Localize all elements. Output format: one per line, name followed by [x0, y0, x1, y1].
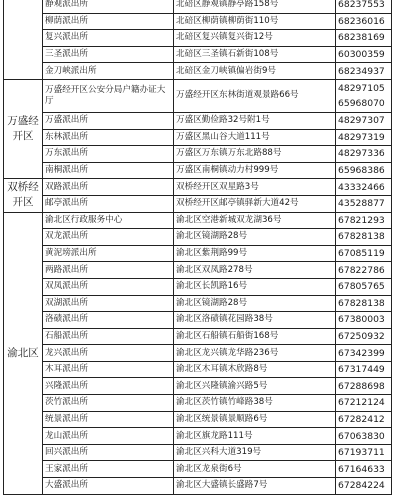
station-phone: [336, 262, 392, 279]
station-phone: [336, 328, 392, 345]
station-name: 洛碛派出所: [43, 312, 174, 329]
phone-number: 67822786: [338, 264, 385, 276]
table-row: [4, 212, 392, 229]
station-name: 万盛经开区公安分局户籍办证大厅: [43, 79, 174, 112]
station-phone: [336, 229, 392, 246]
station-address: 渝北区兴科大道319号: [174, 444, 336, 461]
table-row: [4, 361, 392, 378]
station-phone: [336, 278, 392, 295]
station-phone: [336, 13, 392, 30]
station-address: 渝北区空港新城双龙湖36号: [174, 212, 336, 229]
station-address: 北碚区柳荫镇柳荫街110号: [174, 13, 336, 30]
table-row: [4, 30, 392, 47]
phone-number: 67193711: [338, 447, 385, 459]
station-phone: [336, 444, 392, 461]
station-name: 柳荫派出所: [43, 13, 174, 30]
station-phone: [336, 129, 392, 146]
station-address: 渝北区紫荆路99号: [174, 245, 336, 262]
table-row: [4, 63, 392, 80]
phone-number: 67063830: [338, 430, 385, 442]
station-name: 复兴派出所: [43, 30, 174, 47]
phone-number: 65968386: [338, 165, 385, 177]
station-address: 双桥经开区双星路3号: [174, 179, 336, 196]
table-row: [4, 428, 392, 445]
region-cell: 双桥经开区: [4, 179, 43, 212]
station-phone: [336, 411, 392, 428]
station-name: 双龙派出所: [43, 229, 174, 246]
police-station-table: [3, 0, 392, 495]
station-address: 渝北区旗龙路111号: [174, 428, 336, 445]
table-row: [4, 461, 392, 478]
phone-number: 68238169: [338, 32, 385, 44]
table-row: [4, 179, 392, 196]
table-row: [4, 13, 392, 30]
station-name: 黄泥塝派出所: [43, 245, 174, 262]
table-row: [4, 278, 392, 295]
station-phone: [336, 395, 392, 412]
phone-number: 67342399: [338, 347, 385, 359]
phone-number: 67380003: [338, 314, 385, 326]
phone-number: 67828138: [338, 231, 385, 243]
station-address: 北碚区金刀峡镇偏岩街9号: [174, 63, 336, 80]
region-cell: 渝北区: [4, 212, 43, 494]
station-phone: [336, 63, 392, 80]
phone-number: 48297336: [338, 148, 385, 160]
station-address: 渝北区长凯路16号: [174, 278, 336, 295]
station-phone: [336, 245, 392, 262]
table-row: [4, 411, 392, 428]
phone-number: 67284224: [338, 480, 385, 492]
table-row: [4, 79, 392, 112]
station-phone: [336, 30, 392, 47]
station-phone: [336, 112, 392, 129]
station-address: 渝北区石船镇石船街168号: [174, 328, 336, 345]
station-name: 兴隆派出所: [43, 378, 174, 395]
phone-number: 43332466: [338, 181, 385, 193]
phone-number: 68234937: [338, 65, 385, 77]
phone-number: 48297319: [338, 131, 385, 143]
phone-number: 67164633: [338, 463, 385, 475]
table-row: [4, 146, 392, 163]
table-row: [4, 112, 392, 129]
table-row: [4, 46, 392, 63]
station-phone: [336, 195, 392, 212]
station-address: 渝北区龙兴镇龙华路236号: [174, 345, 336, 362]
station-phone: [336, 478, 392, 495]
station-name: 金刀峡派出所: [43, 63, 174, 80]
station-address: 渝北区洛碛镇花园路38号: [174, 312, 336, 329]
station-name: 邮亭派出所: [43, 195, 174, 212]
station-name: 万盛派出所: [43, 112, 174, 129]
phone-number: 67805765: [338, 281, 385, 293]
station-address: 北碚区静观镇静亭路158号: [174, 0, 336, 13]
table-row: [4, 312, 392, 329]
station-phone: [336, 146, 392, 163]
station-phone: [336, 162, 392, 179]
phone-number: 67288698: [338, 380, 385, 392]
station-address: 渝北区木耳镇木欣路8号: [174, 361, 336, 378]
station-name: 王家派出所: [43, 461, 174, 478]
table-row: [4, 162, 392, 179]
region-cell: [4, 0, 43, 79]
phone-number: 67085119: [338, 248, 385, 260]
station-name: 渝北区行政服务中心: [43, 212, 174, 229]
station-phone: [336, 461, 392, 478]
station-name: 南桐派出所: [43, 162, 174, 179]
table-row: [4, 345, 392, 362]
station-name: 木耳派出所: [43, 361, 174, 378]
table-body: [4, 0, 392, 494]
phone-number: 67212124: [338, 397, 385, 409]
table-row: [4, 195, 392, 212]
station-name: 双湖派出所: [43, 295, 174, 312]
station-address: 万盛区勤俭路32号附1号: [174, 112, 336, 129]
table-row: [4, 245, 392, 262]
table-row: [4, 129, 392, 146]
station-address: 渝北区龙泉街6号: [174, 461, 336, 478]
phone-number: 43528877: [338, 198, 385, 210]
station-phone: [336, 46, 392, 63]
table-row: [4, 229, 392, 246]
phone-number: 65968070: [338, 97, 385, 109]
phone-number: 67828138: [338, 297, 385, 309]
station-name: 大盛派出所: [43, 478, 174, 495]
station-address: 双桥经开区邮亭镇驿新大道42号: [174, 195, 336, 212]
station-name: 双路派出所: [43, 179, 174, 196]
station-phone: [336, 79, 392, 112]
station-phone: [336, 295, 392, 312]
station-name: 两路派出所: [43, 262, 174, 279]
phone-number: 48297307: [338, 115, 385, 127]
station-address: 渝北区大盛镇长盛路7号: [174, 478, 336, 495]
station-address: 渝北区镜湖路28号: [174, 229, 336, 246]
station-phone: [336, 212, 392, 229]
phone-number: 67821293: [338, 214, 385, 226]
phone-number: 60300359: [338, 49, 385, 61]
station-address: 万盛经开区东林街道观景路66号: [174, 79, 336, 112]
table-row: [4, 262, 392, 279]
station-name: 茨竹派出所: [43, 395, 174, 412]
table-row: [4, 395, 392, 412]
table-row: [4, 378, 392, 395]
table-row: [4, 478, 392, 495]
station-phone: [336, 378, 392, 395]
station-name: 万东派出所: [43, 146, 174, 163]
table-row: [4, 328, 392, 345]
station-address: 渝北区双凤路278号: [174, 262, 336, 279]
station-phone: [336, 179, 392, 196]
station-address: 渝北区茨竹镇竹峰路38号: [174, 395, 336, 412]
station-name: 回兴派出所: [43, 444, 174, 461]
station-address: 万盛区南桐镇动力村999号: [174, 162, 336, 179]
station-name: 静观派出所: [43, 0, 174, 13]
table-row: [4, 295, 392, 312]
phone-number: 67250932: [338, 330, 385, 342]
station-phone: [336, 312, 392, 329]
phone-number: 67282412: [338, 413, 385, 425]
phone-number: 48297105: [338, 82, 385, 94]
station-name: 龙山派出所: [43, 428, 174, 445]
station-name: 统景派出所: [43, 411, 174, 428]
phone-number: 68236016: [338, 15, 385, 27]
table-row: [4, 0, 392, 13]
station-name: 龙兴派出所: [43, 345, 174, 362]
station-address: 万盛区万东镇万东北路88号: [174, 146, 336, 163]
station-phone: [336, 428, 392, 445]
phone-number: 67317449: [338, 364, 385, 376]
station-phone: [336, 0, 392, 13]
station-phone: [336, 361, 392, 378]
station-name: 东林派出所: [43, 129, 174, 146]
station-name: 双凤派出所: [43, 278, 174, 295]
station-name: 石船派出所: [43, 328, 174, 345]
station-phone: [336, 345, 392, 362]
station-address: 北碚区复兴镇复兴街12号: [174, 30, 336, 47]
station-address: 渝北区镜湖路28号: [174, 295, 336, 312]
station-address: 渝北区兴隆镇渝兴路5号: [174, 378, 336, 395]
phone-number: 68237553: [338, 0, 385, 11]
station-name: 三圣派出所: [43, 46, 174, 63]
station-address: 北碚区三圣镇石新街108号: [174, 46, 336, 63]
station-address: 渝北区统景镇景顺路6号: [174, 411, 336, 428]
region-cell: 万盛经开区: [4, 79, 43, 178]
table-row: [4, 444, 392, 461]
station-address: 万盛区黑山谷大道111号: [174, 129, 336, 146]
